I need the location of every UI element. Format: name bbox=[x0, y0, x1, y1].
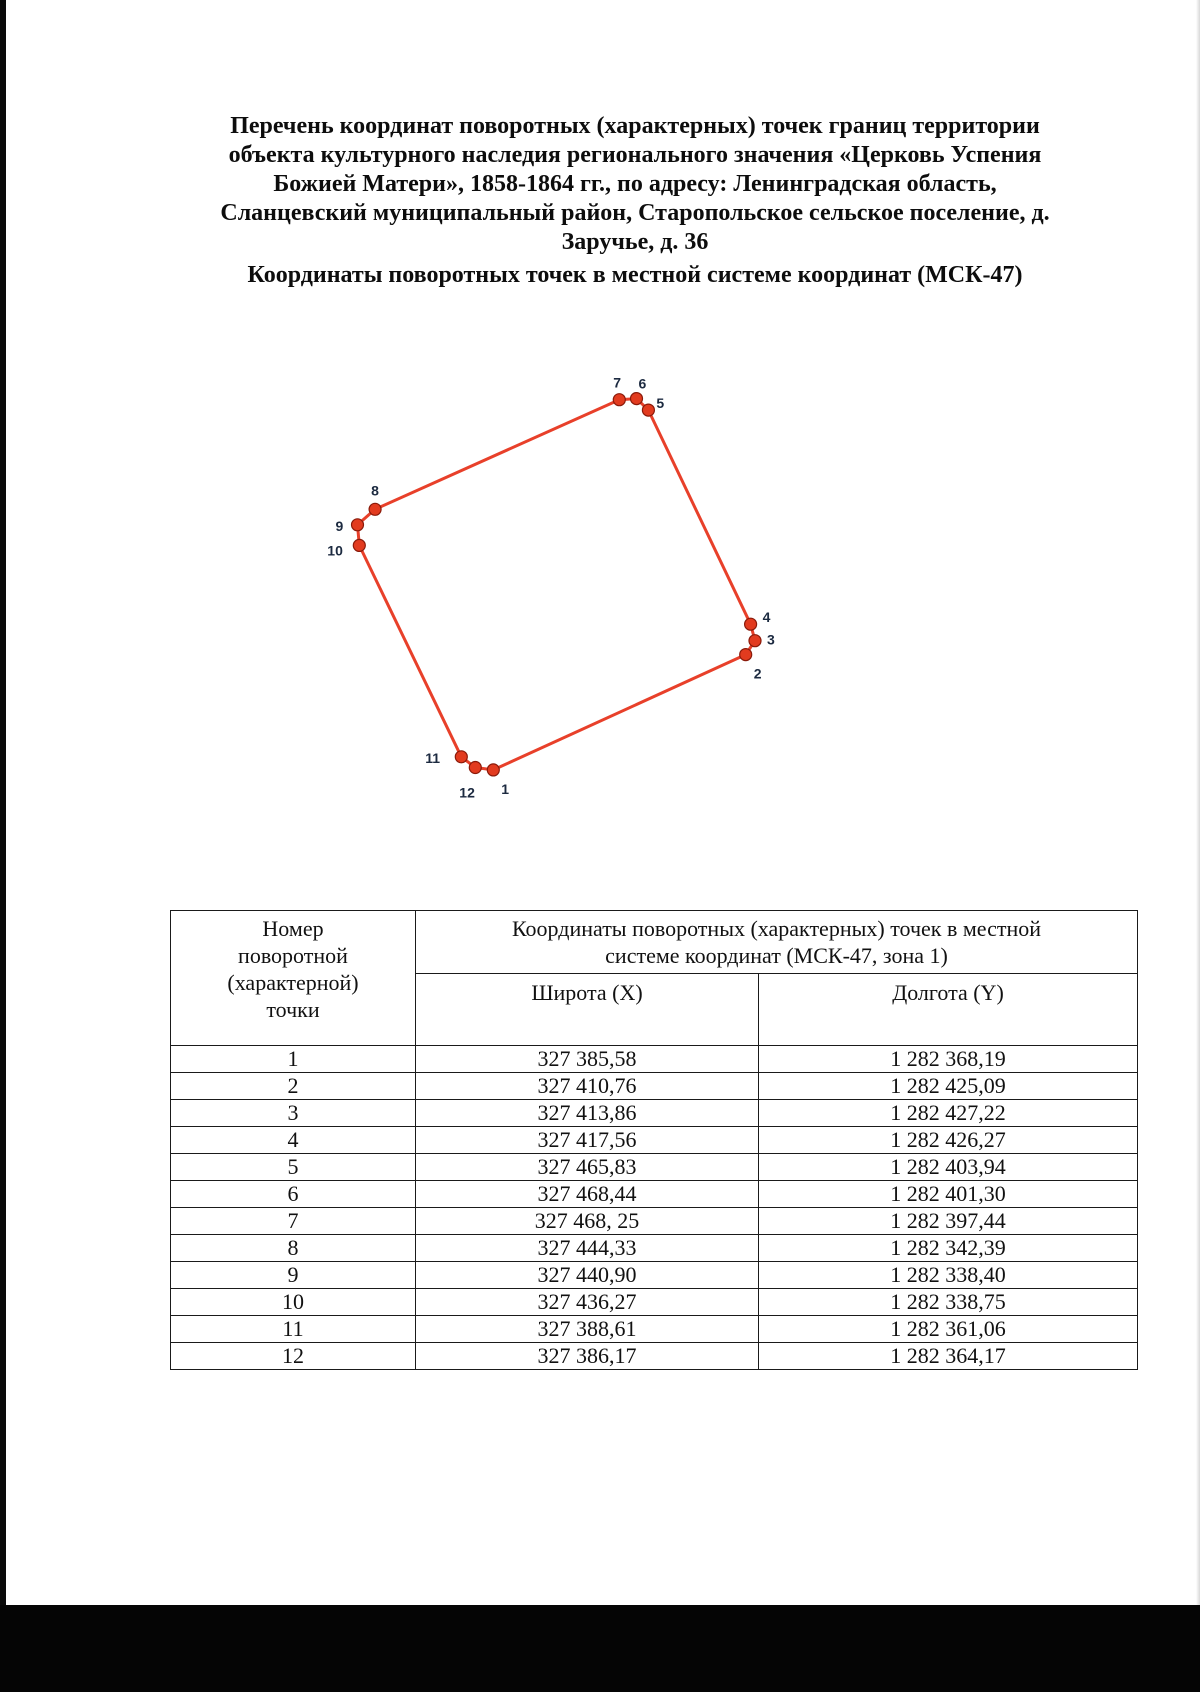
point-label-11: 11 bbox=[425, 749, 441, 766]
point-label-2: 2 bbox=[753, 665, 762, 682]
scan-bottom-band bbox=[0, 1605, 1200, 1692]
cell-longitude: 1 282 401,30 bbox=[759, 1181, 1138, 1208]
boundary-diagram bbox=[300, 360, 860, 870]
document-subtitle: Координаты поворотных точек в местной системе координат (МСК-47) bbox=[247, 262, 1023, 288]
table-row bbox=[171, 1289, 1138, 1316]
point-label-7: 7 bbox=[613, 374, 622, 391]
point-label-4: 4 bbox=[762, 609, 771, 626]
header-number-line: поворотной bbox=[238, 943, 348, 968]
title-line-4: Сланцевский муниципальный район, Старопольское сельское поселение, д. bbox=[220, 200, 1050, 226]
point-label-10: 10 bbox=[327, 542, 343, 559]
cell-longitude: 1 282 342,39 bbox=[759, 1235, 1138, 1262]
boundary-line bbox=[358, 399, 756, 770]
scan-edge-left bbox=[0, 0, 6, 1692]
title-line-1: Перечень координат поворотных (характерных) точек границ территории bbox=[230, 113, 1040, 139]
cell-longitude: 1 282 368,19 bbox=[759, 1046, 1138, 1073]
point-label-3: 3 bbox=[767, 631, 775, 648]
table-row bbox=[171, 1046, 1138, 1073]
boundary-point-4 bbox=[745, 618, 757, 630]
cell-point-number: 5 bbox=[171, 1154, 416, 1181]
cell-longitude: 1 282 338,75 bbox=[759, 1289, 1138, 1316]
boundary-point-5 bbox=[642, 404, 654, 416]
table-row bbox=[171, 1127, 1138, 1154]
header-group-line: Координаты поворотных (характерных) точек в местной bbox=[511, 916, 1042, 941]
boundary-point-6 bbox=[631, 393, 643, 405]
table-row bbox=[171, 1100, 1138, 1127]
point-label-1: 1 bbox=[501, 780, 510, 797]
header-number-line: точки bbox=[266, 997, 320, 1022]
header-coordinates-group bbox=[416, 911, 1138, 974]
cell-longitude: 1 282 403,94 bbox=[759, 1154, 1138, 1181]
table-header-row bbox=[171, 911, 1138, 974]
cell-longitude: 1 282 426,27 bbox=[759, 1127, 1138, 1154]
scan-edge-right bbox=[1196, 0, 1200, 1692]
cell-point-number: 1 bbox=[171, 1046, 416, 1073]
table-row bbox=[171, 1073, 1138, 1100]
table-row bbox=[171, 1316, 1138, 1343]
table-row bbox=[171, 1262, 1138, 1289]
cell-latitude: 327 468, 25 bbox=[416, 1208, 759, 1235]
table-row bbox=[171, 1181, 1138, 1208]
boundary-point-8 bbox=[369, 503, 381, 515]
cell-point-number: 11 bbox=[171, 1316, 416, 1343]
cell-point-number: 4 bbox=[171, 1127, 416, 1154]
boundary-point-3 bbox=[749, 635, 761, 647]
header-latitude: Широта (X) bbox=[416, 974, 759, 1046]
cell-point-number: 9 bbox=[171, 1262, 416, 1289]
table-row bbox=[171, 1343, 1138, 1370]
cell-latitude: 327 386,17 bbox=[416, 1343, 759, 1370]
boundary-point-2 bbox=[740, 649, 752, 661]
boundary-point-11 bbox=[455, 751, 467, 763]
cell-latitude: 327 436,27 bbox=[416, 1289, 759, 1316]
boundary-point-7 bbox=[613, 394, 625, 406]
point-label-12: 12 bbox=[459, 784, 475, 801]
cell-latitude: 327 388,61 bbox=[416, 1316, 759, 1343]
header-point-number bbox=[171, 911, 416, 1046]
point-label-9: 9 bbox=[335, 517, 344, 534]
cell-longitude: 1 282 397,44 bbox=[759, 1208, 1138, 1235]
coordinates-table bbox=[170, 910, 1138, 1370]
table-row bbox=[171, 1208, 1138, 1235]
boundary-point-12 bbox=[469, 762, 481, 774]
cell-point-number: 6 bbox=[171, 1181, 416, 1208]
cell-longitude: 1 282 364,17 bbox=[759, 1343, 1138, 1370]
cell-latitude: 327 385,58 bbox=[416, 1046, 759, 1073]
point-label-6: 6 bbox=[638, 375, 647, 392]
cell-point-number: 7 bbox=[171, 1208, 416, 1235]
title-line-3: Божией Матери», 1858-1864 гг., по адресу: Ленинградская область, bbox=[273, 171, 997, 197]
cell-latitude: 327 410,76 bbox=[416, 1073, 759, 1100]
cell-latitude: 327 468,44 bbox=[416, 1181, 759, 1208]
boundary-point-10 bbox=[353, 539, 365, 551]
boundary-point-1 bbox=[487, 764, 499, 776]
header-longitude: Долгота (Y) bbox=[759, 974, 1138, 1046]
cell-point-number: 3 bbox=[171, 1100, 416, 1127]
cell-latitude: 327 417,56 bbox=[416, 1127, 759, 1154]
boundary-point-9 bbox=[352, 519, 364, 531]
header-number-line: Номер bbox=[262, 916, 324, 941]
cell-latitude: 327 465,83 bbox=[416, 1154, 759, 1181]
cell-longitude: 1 282 427,22 bbox=[759, 1100, 1138, 1127]
cell-point-number: 8 bbox=[171, 1235, 416, 1262]
title-line-5: Заручье, д. 36 bbox=[561, 229, 709, 255]
title-line-2: объекта культурного наследия регионального значения «Церковь Успения bbox=[228, 142, 1042, 168]
point-label-8: 8 bbox=[371, 482, 379, 499]
cell-longitude: 1 282 338,40 bbox=[759, 1262, 1138, 1289]
table-row bbox=[171, 1235, 1138, 1262]
cell-latitude: 327 444,33 bbox=[416, 1235, 759, 1262]
cell-longitude: 1 282 425,09 bbox=[759, 1073, 1138, 1100]
cell-point-number: 10 bbox=[171, 1289, 416, 1316]
header-group-line: системе координат (МСК-47, зона 1) bbox=[605, 943, 948, 968]
cell-longitude: 1 282 361,06 bbox=[759, 1316, 1138, 1343]
document-header bbox=[140, 112, 1130, 290]
cell-latitude: 327 440,90 bbox=[416, 1262, 759, 1289]
cell-latitude: 327 413,86 bbox=[416, 1100, 759, 1127]
boundary-svg bbox=[300, 360, 860, 870]
cell-point-number: 12 bbox=[171, 1343, 416, 1370]
table-row bbox=[171, 1154, 1138, 1181]
header-number-line: (характерной) bbox=[227, 970, 359, 995]
cell-point-number: 2 bbox=[171, 1073, 416, 1100]
point-label-5: 5 bbox=[656, 395, 665, 412]
